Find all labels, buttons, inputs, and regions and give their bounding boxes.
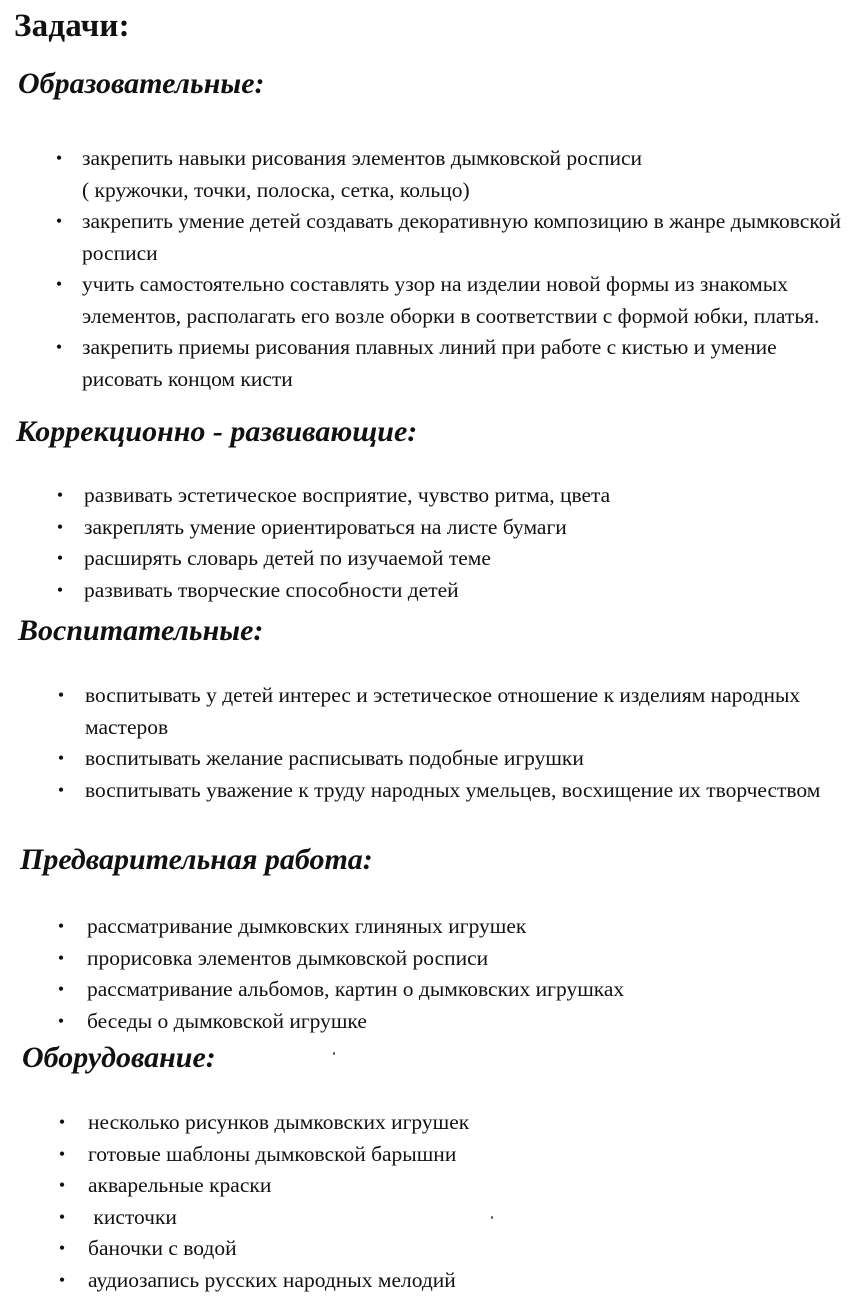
bullet-icon: • [49,332,69,364]
list-item-text: несколько рисунков дымковских игрушек [88,1107,849,1139]
scan-speck [333,1052,335,1055]
bullet-icon: • [52,1265,72,1296]
list-item [0,1006,855,1038]
list-item-text: воспитывать желание расписывать подобные игрушки [85,743,849,775]
preliminary-work-list [0,911,855,1037]
list-item-text-line: закрепить навыки рисования элементов дымковской росписи [82,146,642,170]
bullet-icon: • [49,269,69,301]
list-item-text: учить самостоятельно составлять узор на изделии новой формы из знакомых элементов, располагать его возле оборки в соответствии с формой юбки, платья. [82,269,849,332]
list-item-text [82,143,849,206]
list-item [0,143,855,206]
bullet-icon: • [51,743,71,775]
list-item-text: баночки с водой [88,1233,849,1265]
list-item [0,206,855,269]
list-item [0,1139,855,1171]
list-item-text: прорисовка элементов дымковской росписи [87,943,849,975]
bullet-icon: • [51,680,71,712]
section-correctional [0,414,855,606]
list-item-text: аудиозапись русских народных мелодий [88,1265,849,1296]
list-item [0,974,855,1006]
list-item-text: закреплять умение ориентироваться на листе бумаги [84,512,849,544]
section-heading-educational: Образовательные: [18,66,855,102]
bullet-icon: • [51,775,71,807]
correctional-task-list [0,480,855,606]
list-item [0,575,855,607]
list-item-text: закрепить приемы рисования плавных линий при работе с кистью и умение рисовать концом кисти [82,332,849,395]
scan-speck [491,1216,493,1219]
list-item [0,775,855,807]
list-item-text: акварельные краски [88,1170,849,1202]
list-item-text: рассматривание дымковских глиняных игрушек [87,911,849,943]
bullet-icon: • [50,575,70,607]
bullet-icon: • [52,1107,72,1139]
list-item-text: развивать творческие способности детей [84,575,849,607]
bullet-icon: • [52,1139,72,1171]
list-item-text: развивать эстетическое восприятие, чувство ритма, цвета [84,480,849,512]
section-preliminary-work [0,842,855,1037]
list-item [0,911,855,943]
list-item [0,1233,855,1265]
list-item [0,332,855,395]
list-item [0,1107,855,1139]
list-item [0,480,855,512]
list-item [0,1202,855,1234]
section-heading-upbringing: Воспитательные: [18,613,855,649]
bullet-icon: • [51,1006,71,1038]
educational-task-list [0,143,855,395]
list-item [0,512,855,544]
section-heading-equipment: Оборудование: [22,1040,855,1076]
list-item-text: расширять словарь детей по изучаемой теме [84,543,849,575]
section-upbringing [0,613,855,806]
list-item-text: готовые шаблоны дымковской барышни [88,1139,849,1171]
list-item [0,543,855,575]
list-item [0,743,855,775]
bullet-icon: • [49,143,69,175]
list-item [0,1265,855,1296]
list-item-text: рассматривание альбомов, картин о дымковских игрушках [87,974,849,1006]
bullet-icon: • [51,974,71,1006]
bullet-icon: • [50,543,70,575]
list-item-text: воспитывать у детей интерес и эстетическое отношение к изделиям народных мастеров [85,680,849,743]
list-item [0,680,855,743]
bullet-icon: • [50,480,70,512]
list-item-text: воспитывать уважение к труду народных умельцев, восхищение их творчеством [85,775,849,807]
equipment-list [0,1107,855,1296]
bullet-icon: • [52,1170,72,1202]
list-item-text-line: ( кружочки, точки, полоска, сетка, кольцо) [82,178,470,202]
section-educational [0,66,855,395]
list-item [0,1170,855,1202]
bullet-icon: • [52,1202,72,1234]
list-item-text: закрепить умение детей создавать декоративную композицию в жанре дымковской росписи [82,206,849,269]
upbringing-task-list [0,680,855,806]
section-heading-preliminary-work: Предварительная работа: [20,842,855,878]
bullet-icon: • [50,512,70,544]
list-item-text: беседы о дымковской игрушке [87,1006,849,1038]
bullet-icon: • [51,911,71,943]
bullet-icon: • [51,943,71,975]
list-item [0,943,855,975]
list-item [0,269,855,332]
section-heading-correctional: Коррекционно - развивающие: [16,414,855,450]
bullet-icon: • [49,206,69,238]
bullet-icon: • [52,1233,72,1265]
page-title: Задачи: [14,6,130,46]
list-item-text: кисточки [88,1202,849,1234]
section-equipment [0,1040,855,1296]
